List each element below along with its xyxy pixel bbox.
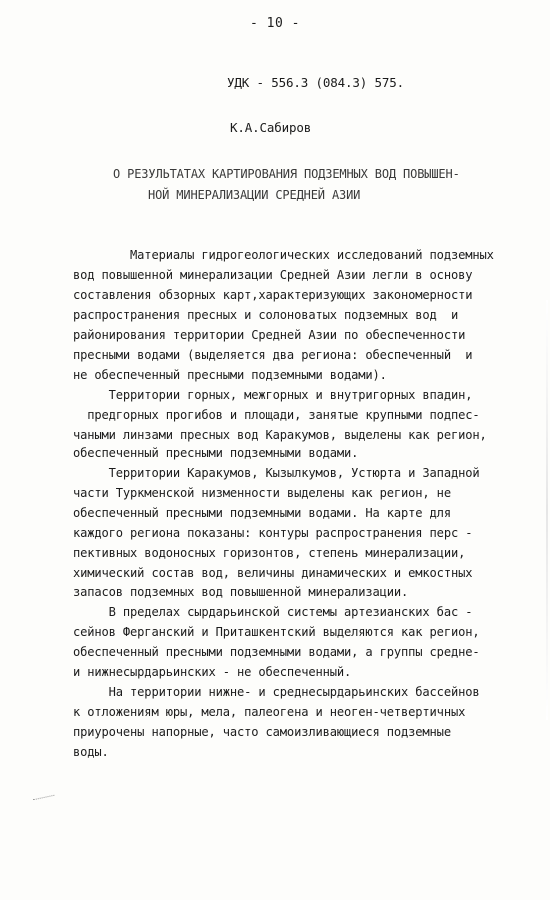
article-title-line-2: НОЙ МИНЕРАЛИЗАЦИИ СРЕДНЕЙ АЗИИ <box>148 188 361 202</box>
body-line: сейнов Ферганский и Приташкентский выделяются как регион, <box>73 625 480 639</box>
body-line: чаными линзами пресных вод Каракумов, выделены как регион, <box>73 428 487 442</box>
body-line: Территории горных, межгорных и внутригорных впадин, <box>73 388 473 402</box>
body-line: каждого региона показаны: контуры распространения перс - <box>73 526 473 540</box>
body-line: составления обзорных карт,характеризующих закономерности <box>73 288 473 302</box>
body-line: В пределах сырдарьинской системы артезианских бас - <box>73 605 473 619</box>
body-line: запасов подземных вод повышенной минерализации. <box>73 585 409 599</box>
ink-smudge <box>33 795 56 804</box>
body-line: к отложениям юры, мела, палеогена и неоген-четвертичных <box>73 705 466 719</box>
scan-edge-shadow <box>546 300 548 720</box>
body-line: На территории нижне- и среднесырдарьинских бассейнов <box>73 685 480 699</box>
body-line: распространения пресных и солоноватых подземных вод и <box>73 308 459 322</box>
body-line: не обеспеченный пресными подземными водами). <box>73 368 387 382</box>
body-line: вод повышенной минерализации Средней Азии легли в основу <box>73 268 473 282</box>
author-name: К.А.Сабиров <box>230 120 312 135</box>
body-line: приурочены напорные, часто самоизливающиеся подземные <box>73 725 451 739</box>
body-line: пресными водами (выделяется два региона: обеспеченный и <box>73 348 473 362</box>
page-number: - 10 - <box>250 16 300 31</box>
body-line: обеспеченный пресными подземными водами. <box>73 446 359 460</box>
body-line: и нижнесырдарьинских - не обеспеченный. <box>73 665 352 679</box>
udk-code: УДК - 556.3 (084.3) 575. <box>227 75 405 90</box>
body-line: Материалы гидрогеологических исследований подземных <box>73 248 494 262</box>
body-line: Территории Каракумов, Кызылкумов, Устюрта и Западной <box>73 466 480 480</box>
body-line: обеспеченный пресными подземными водами, а группы средне- <box>73 645 480 659</box>
body-line: химический состав вод, величины динамических и емкостных <box>73 566 473 580</box>
body-line: пективных водоносных горизонтов, степень минерализации, <box>73 546 466 560</box>
body-line: обеспеченный пресными подземными водами. На карте для <box>73 506 451 520</box>
body-line: предгорных прогибов и площади, занятые крупными подпес- <box>73 408 480 422</box>
body-line: части Туркменской низменности выделены как регион, не <box>73 486 451 500</box>
body-line: воды. <box>73 745 109 759</box>
body-line: районирования территории Средней Азии по обеспеченности <box>73 328 466 342</box>
article-title-line-1: О РЕЗУЛЬТАТАХ КАРТИРОВАНИЯ ПОДЗЕМНЫХ ВОД ПОВЫШЕН- <box>113 167 460 181</box>
